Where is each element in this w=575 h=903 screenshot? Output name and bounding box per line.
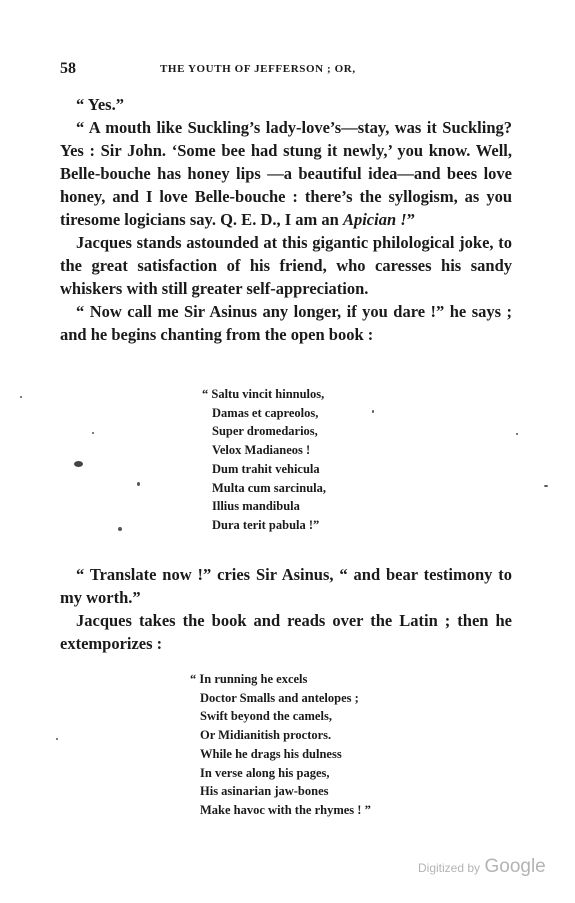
scan-speck xyxy=(516,433,518,435)
scan-speck xyxy=(544,485,548,487)
paragraph-extemporizes: Jacques takes the book and reads over the Latin ; then he extemporizes : xyxy=(60,611,512,653)
verse-line: Doctor Smalls and antelopes ; xyxy=(200,690,359,705)
scan-speck xyxy=(56,738,58,740)
paragraph-suckling xyxy=(60,116,512,231)
paragraph-yes: “ Yes.” xyxy=(76,95,124,114)
verse-line: In verse along his pages, xyxy=(200,765,330,780)
apician-emphasis: Apician ! xyxy=(342,210,407,229)
verse-line: His asinarian jaw-bones xyxy=(200,784,329,799)
scan-speck xyxy=(74,461,83,467)
scan-speck xyxy=(20,396,22,398)
scan-speck xyxy=(118,527,122,531)
verse-line: Illius mandibula xyxy=(212,499,300,514)
running-title: THE YOUTH OF JEFFERSON ; OR, xyxy=(160,63,356,75)
verse-line: Swift beyond the camels, xyxy=(200,709,332,724)
verse-line: Make havoc with the rhymes ! ” xyxy=(200,802,371,817)
running-header xyxy=(60,60,510,82)
verse-line: “ Saltu vincit hinnulos, xyxy=(202,387,325,401)
verse-line: Velox Madianeos ! xyxy=(212,443,311,458)
watermark-prefix: Digitized by xyxy=(418,861,481,875)
prose-block-top xyxy=(60,93,512,346)
verse-line: “ In running he excels xyxy=(190,672,308,686)
page-number: 58 xyxy=(60,60,76,77)
digitized-by-google-watermark xyxy=(418,856,546,878)
scan-speck xyxy=(92,432,94,434)
english-verse xyxy=(190,670,371,820)
verse-line: Or Midianitish proctors. xyxy=(200,728,332,743)
latin-verse xyxy=(202,385,326,535)
verse-line: Dura terit pabula !” xyxy=(212,517,320,532)
closing-quote: ” xyxy=(406,210,415,229)
paragraph-translate: “ Translate now !” cries Sir Asinus, “ and bear testimony to my worth.” xyxy=(60,565,512,607)
google-wordmark: Google xyxy=(484,856,546,877)
scan-speck xyxy=(372,410,374,413)
verse-line: While he drags his dulness xyxy=(200,746,342,761)
verse-line: Dum trahit vehicula xyxy=(212,461,320,476)
verse-line: Multa cum sarcinula, xyxy=(212,480,327,495)
prose-block-bottom xyxy=(60,563,512,655)
verse-line: Damas et capreolos, xyxy=(212,405,319,420)
paragraph-sir-asinus: “ Now call me Sir Asinus any longer, if you dare !” he says ; and he begins chanting from the open book : xyxy=(60,302,512,344)
verse-line: Super dromedarios, xyxy=(212,424,318,439)
paragraph-jacques-astounded: Jacques stands astounded at this gigantic philological joke, to the great satisfaction of his friend, who caresses his sandy whiskers with still greater self-appreciation. xyxy=(60,233,512,298)
scan-speck xyxy=(137,482,140,486)
paragraph-suckling-text: “ A mouth like Suckling’s lady-love’s—stay, was it Suckling? Yes : Sir John. ‘Some bee had stung it newly,’ you know. Well, Belle-bouche has honey lips —a beautiful idea—and bees love honey, and I love Belle-bouche : there’s the syllogism, as you tiresome logicians say. Q. E. D., I am an xyxy=(60,118,512,229)
